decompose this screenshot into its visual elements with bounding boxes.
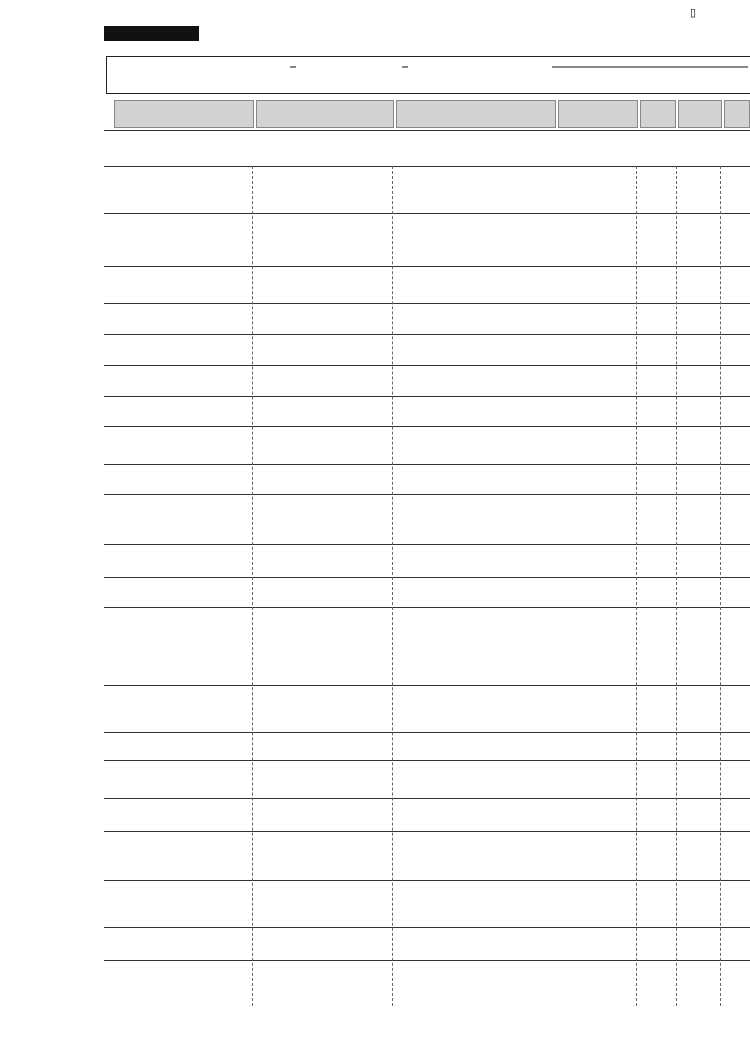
row-divider — [104, 798, 750, 799]
column-guide — [676, 166, 677, 1006]
row-divider — [104, 880, 750, 881]
col-agencia — [256, 100, 394, 128]
row-divider — [104, 544, 750, 545]
col-valor — [724, 100, 750, 128]
row-divider — [104, 334, 750, 335]
col-comb — [640, 100, 676, 128]
balcao-field — [552, 66, 748, 68]
col-viatura — [114, 100, 254, 128]
column-header-row — [104, 100, 750, 131]
row-divider — [104, 732, 750, 733]
fax-page — [690, 6, 696, 20]
row-divider — [104, 607, 750, 608]
row-divider — [104, 464, 750, 465]
col-local — [396, 100, 556, 128]
fax-page-icon: ▯ — [690, 8, 697, 20]
row-divider — [104, 166, 750, 167]
row-divider — [104, 760, 750, 761]
column-guide — [392, 166, 393, 1006]
row-divider — [104, 960, 750, 961]
row-divider — [104, 426, 750, 427]
company-logo — [104, 26, 199, 41]
date-from-field — [290, 66, 296, 68]
row-divider — [104, 577, 750, 578]
col-km — [678, 100, 722, 128]
row-divider — [104, 685, 750, 686]
row-divider — [104, 927, 750, 928]
report-header — [106, 56, 750, 94]
row-divider — [104, 303, 750, 304]
column-guide — [720, 166, 721, 1006]
row-divider — [104, 831, 750, 832]
row-divider — [104, 396, 750, 397]
column-guide — [252, 166, 253, 1006]
col-caucao — [558, 100, 638, 128]
row-divider — [104, 266, 750, 267]
date-to-field — [402, 66, 408, 68]
column-guide — [636, 166, 637, 1006]
row-divider — [104, 213, 750, 214]
row-divider — [104, 494, 750, 495]
row-divider — [104, 365, 750, 366]
